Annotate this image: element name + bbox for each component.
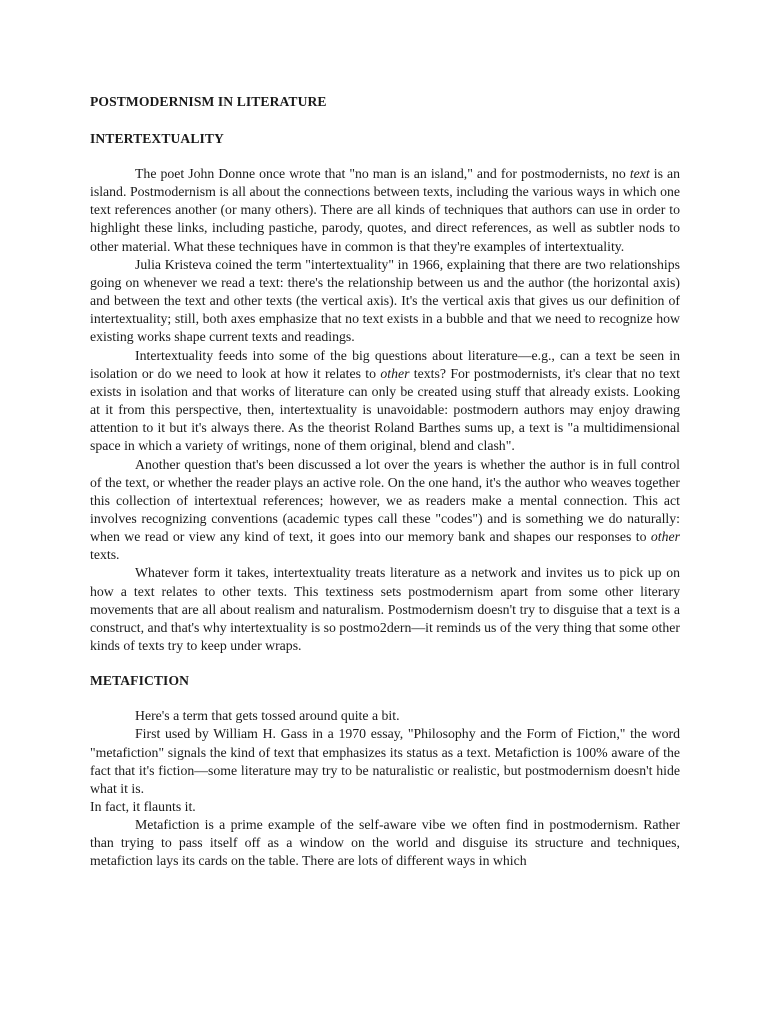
italic-text: other: [650, 529, 680, 545]
paragraph-text: texts.: [90, 547, 120, 563]
paragraph: [90, 165, 680, 256]
document-title: POSTMODERNISM IN LITERATURE: [90, 94, 327, 109]
paragraph: [90, 347, 680, 456]
paragraph: [90, 816, 680, 870]
paragraph-text: texts? For postmodernists, it's clear that no text exists in isolation and that works of literature can only be created using stuff that already exists. Looking at it from this perspective, then, intertextuality is unavoidable: postmodern authors may enjoy drawing attention to it but it's always there. As the theorist Roland Barthes sums up, a text is "a multidimensional space in which a variety of writings, none of them original, blend and clash".: [90, 365, 680, 454]
paragraph-text: Whatever form it takes, intertextuality treats literature as a network and invites us to pick up on how a text relates to other texts. This textiness sets postmodernism apart from some other literary movements that are all about realism and naturalism. Postmodernism doesn't try to disguise that a text is a construct, and that's why intertextuality is so postmo2dern—it reminds us of the very thing that some other kinds of texts try to keep under wraps.: [90, 565, 680, 654]
italic-text: text: [629, 166, 650, 181]
paragraph-text: is an island. Postmodernism is all about the connections between texts, including the various ways in which one text references another (or many others). There are all kinds of techniques that authors can use in order to highlight these links, including pastiche, parody, quotes, and direct references, as well as subtler nods to other material. What these techniques have in common is that they're examples of intertextuality.: [90, 166, 681, 254]
paragraph: [90, 798, 680, 816]
section-intertextuality: [90, 130, 680, 655]
section-heading-metafiction: METAFICTION: [90, 673, 190, 689]
paragraph-text: The poet John Donne once wrote that "no man is an island," and for postmodernists, no: [135, 166, 630, 181]
paragraph-text: First used by William H. Gass in a 1970 essay, "Philosophy and the Form of Fiction," the word "metafiction" signals the kind of text that emphasizes its status as a text. Metafiction is 100% aware of the fact that it's fiction—some literature may try to be naturalistic or realistic, but postmodernism doesn't hide what it is.: [90, 726, 680, 796]
paragraph-text: Metafiction is a prime example of the self-aware vibe we often find in postmodernism. Rather than trying to pass itself off as a window on the world and disguise its structure and techniques, metafiction lays its cards on the table. There are lots of different ways in which: [90, 817, 680, 869]
paragraph: [90, 456, 680, 565]
section-metafiction: [90, 672, 680, 870]
paragraph-text: Julia Kristeva coined the term "intertextuality" in 1966, explaining that there are two relationships going on whenever we read a text: there's the relationship between us and the author (the horizontal axis) and between the text and other texts (the vertical axis). It's the vertical axis that gives us our definition of intertextuality; still, both axes emphasize that no text exists in a bubble and that we need to recognize how existing works shape current texts and readings.: [90, 256, 680, 345]
paragraph: [90, 564, 680, 655]
italic-text: other: [380, 365, 410, 381]
paragraph-text: Here's a term that gets tossed around quite a bit.: [135, 708, 400, 724]
section-heading-intertextuality: INTERTEXTUALITY: [90, 131, 224, 146]
paragraph-text: In fact, it flaunts it.: [90, 799, 196, 814]
paragraph: [90, 725, 680, 798]
document-page: [90, 93, 680, 871]
paragraph-text: Another question that's been discussed a lot over the years is whether the author is in full control of the text, or whether the reader plays an active role. On the one hand, it's the author who weaves together this collection of intertextual references; however, we as readers make a mental connection. This act involves recognizing conventions (academic types call these "codes") and is something we do naturally: when we read or view any kind of text, it goes into our memory bank and shapes our responses to: [90, 456, 680, 545]
paragraph: [90, 707, 680, 725]
paragraph-text: Intertextuality feeds into some of the big questions about literature—e.g., can a text be seen in isolation or do we need to look at how it relates to: [90, 347, 680, 381]
section-body: [90, 707, 680, 870]
paragraph: [90, 256, 680, 347]
section-body: [90, 165, 680, 655]
